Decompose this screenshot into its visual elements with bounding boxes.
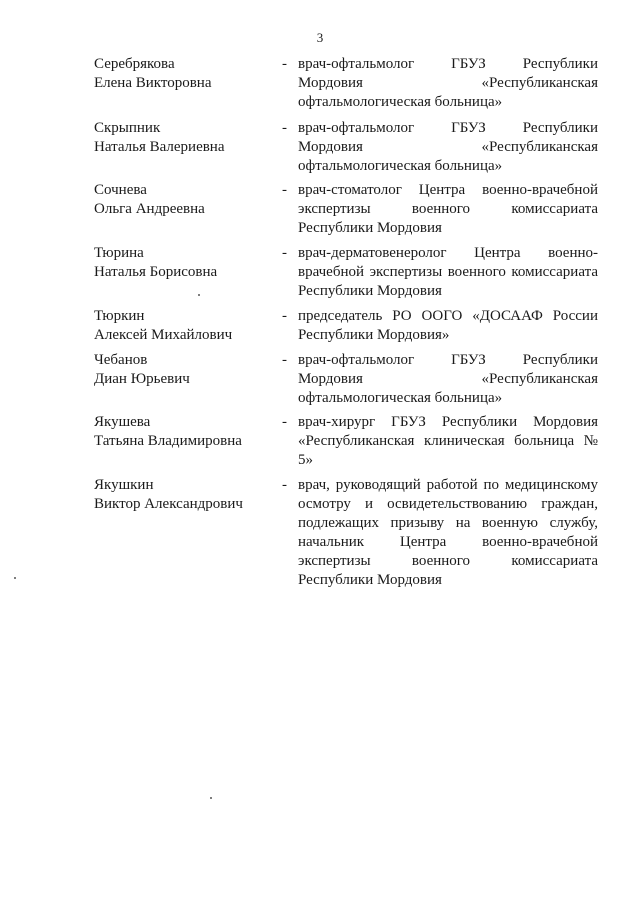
member-given-name: Татьяна Владимировна	[94, 433, 242, 449]
member-dash: -	[282, 352, 287, 368]
member-name	[94, 244, 284, 282]
member-position: врач-хирург ГБУЗ Республики Мордовия «Республиканская клиническая больница № 5»	[298, 414, 598, 468]
member-surname: Серебрякова	[94, 56, 175, 72]
member-surname: Скрыпник	[94, 120, 161, 136]
member-position: врач-стоматолог Центра военно-врачебной экспертизы военного комиссариата Республики Мордовия	[298, 182, 598, 236]
member-surname: Якушева	[94, 414, 151, 430]
member-name	[94, 55, 284, 93]
member-given-name: Елена Викторовна	[94, 75, 212, 91]
member-position: врач-офтальмолог ГБУЗ Республики Мордовия «Республиканская офтальмологическая больница»	[298, 352, 598, 406]
member-dash: -	[282, 182, 287, 198]
member-dash: -	[282, 477, 287, 493]
member-name	[94, 307, 284, 345]
member-given-name: Виктор Александрович	[94, 496, 243, 512]
member-name	[94, 119, 284, 157]
member-dash: -	[282, 245, 287, 261]
member-dash: -	[282, 414, 287, 430]
member-surname: Якушкин	[94, 477, 154, 493]
member-given-name: Наталья Валериевна	[94, 139, 225, 155]
member-surname: Чебанов	[94, 352, 148, 368]
member-dash: -	[282, 56, 287, 72]
member-dash: -	[282, 308, 287, 324]
member-name	[94, 181, 284, 219]
member-position: врач-дерматовенеролог Центра военно-врачебной экспертизы военного комиссариата Республики Мордовия	[298, 245, 598, 299]
member-surname: Тюрина	[94, 245, 144, 261]
member-dash: -	[282, 120, 287, 136]
page-number: 3	[316, 30, 324, 45]
scan-speck	[198, 294, 200, 296]
scan-speck	[210, 797, 212, 799]
member-given-name: Алексей Михайлович	[94, 327, 233, 343]
member-position: врач-офтальмолог ГБУЗ Республики Мордовия «Республиканская офтальмологическая больница»	[298, 120, 598, 174]
member-name	[94, 351, 284, 389]
scan-speck	[14, 577, 16, 579]
member-position: врач, руководящий работой по медицинскому осмотру и освидетельствованию граждан, подлежащих призыву на военную службу, начальник Центра военно-врачебной экспертизы военного комиссариата Республики Мордовия	[298, 477, 598, 588]
member-given-name: Наталья Борисовна	[94, 264, 218, 280]
member-surname: Тюркин	[94, 308, 145, 324]
member-given-name: Диан Юрьевич	[94, 371, 190, 387]
member-position: врач-офтальмолог ГБУЗ Республики Мордовия «Республиканская офтальмологическая больница»	[298, 56, 598, 110]
member-name	[94, 476, 284, 514]
member-name	[94, 413, 284, 451]
member-surname: Сочнева	[94, 182, 147, 198]
member-given-name: Ольга Андреевна	[94, 201, 205, 217]
member-position: председатель РО ООГО «ДОСААФ России Республики Мордовия»	[298, 308, 598, 343]
